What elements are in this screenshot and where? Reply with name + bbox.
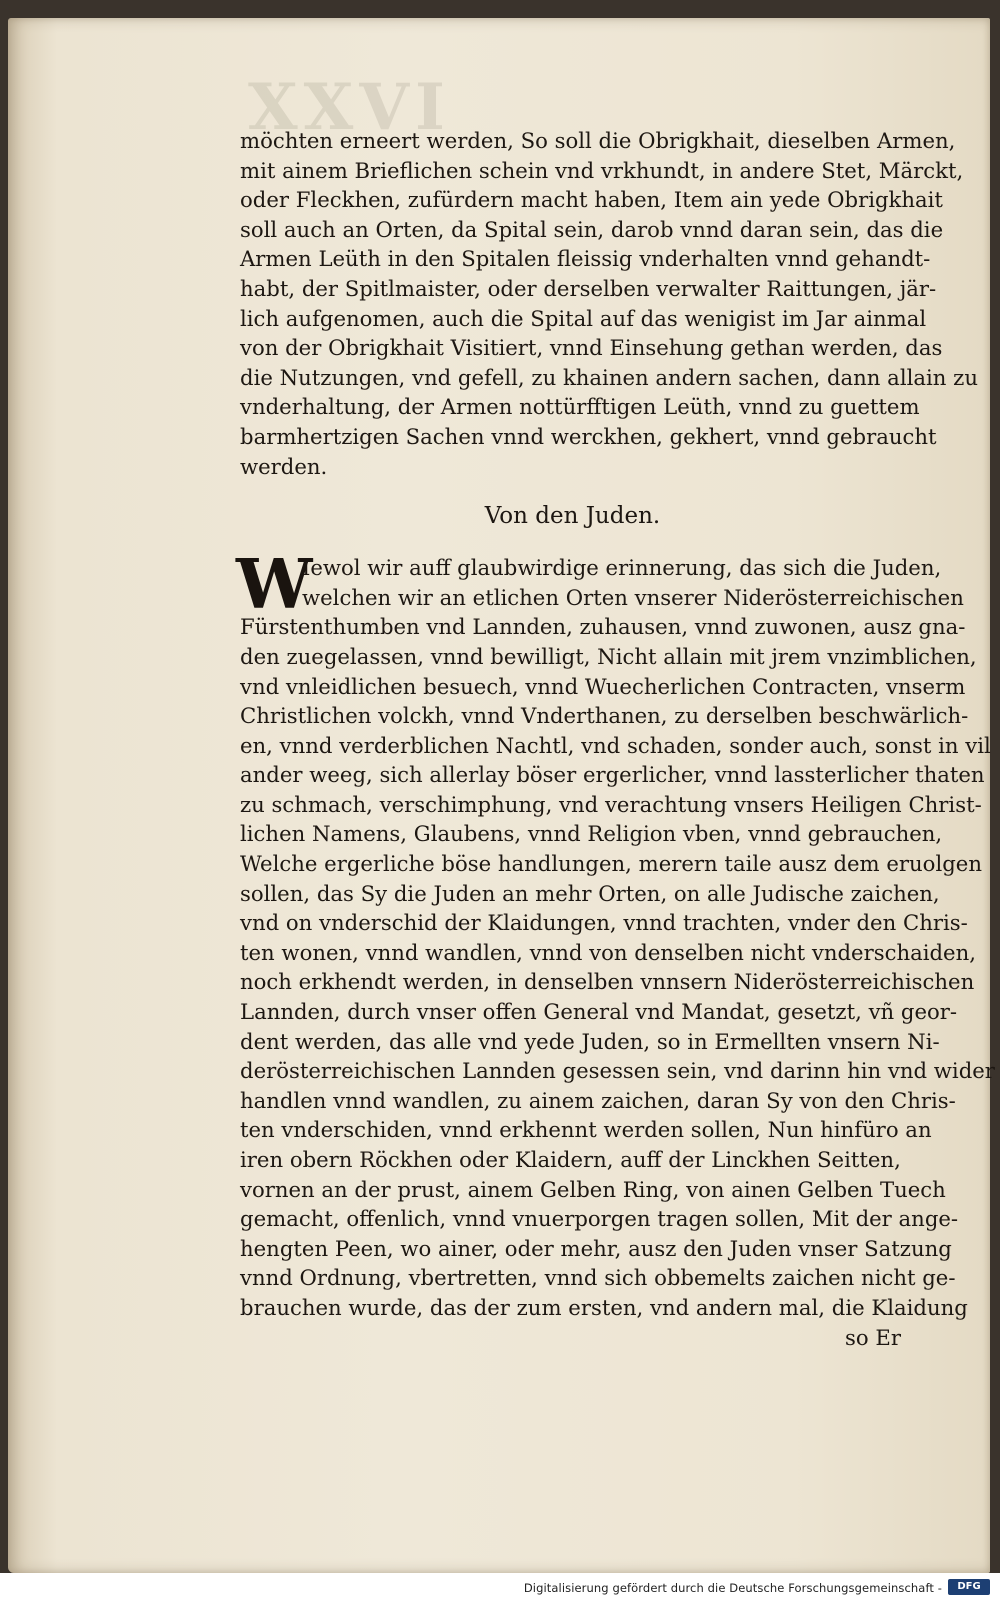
text-line: möchten erneert werden, So soll die Obrigkhait, dieselben Armen, [240,128,956,153]
text-line: von der Obrigkhait Visitiert, vnnd Einsehung gethan werden, das [240,335,943,361]
text-line: hengten Peen, wo ainer, oder mehr, ausz den Juden vnser Satzung [240,1235,952,1261]
text-line: lichen Namens, Glaubens, vnnd Religion vben, vnnd gebrauchen, [240,821,943,847]
text-line: Lannden, durch vnser offen General vnd Mandat, gesetzt, vñ geor- [240,999,958,1025]
text-line: brauchen wurde, das der zum ersten, vnd andern mal, die Klaidung [240,1294,968,1320]
text-line: welchen wir an etlichen Orten vnserer Niderösterreichischen [302,584,964,610]
text-line: Iewol wir auff glaubwirdige erinnerung, das sich die Juden, [302,555,942,581]
text-line: derösterreichischen Lannden gesessen sein, vnd darinn hin vnd wider [240,1058,995,1084]
text-line: zu schmach, verschimphung, vnd verachtung vnsers Heiligen Christ- [240,791,982,817]
text-line: vnderhaltung, der Armen nottürfftigen Leüth, vnnd zu guettem [240,394,920,420]
text-line: Armen Leüth in den Spitalen fleissig vnderhalten vnnd gehandt- [240,246,931,272]
text-line: habt, der Spitlmaister, oder derselben verwalter Raittungen, jär- [240,275,937,301]
text-line: vnnd Ordnung, vbertretten, vnnd sich obbemelts zaichen nicht ge- [240,1265,956,1291]
drop-initial: W [236,545,313,626]
paragraph-jews [236,545,995,1322]
text-line: Fürstenthumben vnd Lannden, zuhausen, vnnd zuwonen, ausz gna- [240,614,966,640]
text-line: en, vnnd verderblichen Nachtl, vnd schaden, sonder auch, sonst in vil [240,732,991,758]
text-line: lich aufgenomen, auch die Spital auf das wenigist im Jar ainmal [240,305,927,331]
text-line: vornen an der prust, ainem Gelben Ring, von ainen Gelben Tuech [240,1176,946,1202]
text-line: oder Fleckhen, zufürdern macht haben, Item ain yede Obrigkhait [240,187,943,213]
text-line: vnd vnleidlichen besuech, vnnd Wuecherlichen Contracten, vnserm [240,673,966,699]
text-line: werden. [240,453,328,479]
catchword: so Er [845,1324,901,1350]
text-line: iren obern Röckhen oder Klaidern, auff der Linckhen Seitten, [240,1147,901,1172]
text-line: ten vnderschiden, vnnd erkhennt werden sollen, Nun hinfüro an [240,1117,932,1143]
text-line: mit ainem Brieflichen schein vnd vrkhundt, in andere Stet, Märckt, [240,157,964,183]
text-line: die Nutzungen, vnd gefell, zu khainen andern sachen, dann allain zu [240,364,978,390]
text-line: gemacht, offenlich, vnnd vnuerporgen tragen sollen, Mit der ange- [240,1206,959,1232]
text-line: sollen, das Sy die Juden an mehr Orten, on alle Judische zaichen, [240,880,940,906]
funding-credit: Digitalisierung gefördert durch die Deutsche Forschungsgemeinschaft - [523,1581,942,1595]
text-line: Christlichen volckh, vnnd Vnderthanen, zu derselben beschwärlich- [240,703,969,729]
section-heading: Von den Juden. [484,503,661,530]
paragraph-poor-relief [240,126,978,481]
text-line: den zuegelassen, vnnd bewilligt, Nicht allain mit jrem vnzimblichen, [240,643,977,669]
text-line: soll auch an Orten, da Spital sein, darob vnnd daran sein, das die [240,216,944,242]
digitization-footer [0,1573,1000,1602]
text-line: ten wonen, vnnd wandlen, vnnd von denselben nicht vnderschaiden, [240,939,976,965]
text-line: vnd on vnderschid der Klaidungen, vnnd trachten, vnder den Chris- [240,910,968,936]
dfg-logo: DFG [948,1579,990,1595]
text-line: ander weeg, sich allerlay böser ergerlicher, vnnd lassterlicher thaten [240,762,985,788]
page-text [236,126,995,1352]
bleed-through-header: XXVI [248,70,451,145]
text-line: noch erkhendt werden, in denselben vnnsern Niderösterreichischen [240,969,975,995]
text-line: barmhertzigen Sachen vnnd werckhen, gekhert, vnnd gebraucht [240,423,937,449]
text-line: Welche ergerliche böse handlungen, merern taile ausz dem eruolgen [240,851,982,877]
text-line: dent werden, das alle vnd yede Juden, so in Ermellten vnsern Ni- [240,1028,940,1054]
text-line: handlen vnnd wandlen, zu ainem zaichen, daran Sy von den Chris- [240,1087,956,1113]
